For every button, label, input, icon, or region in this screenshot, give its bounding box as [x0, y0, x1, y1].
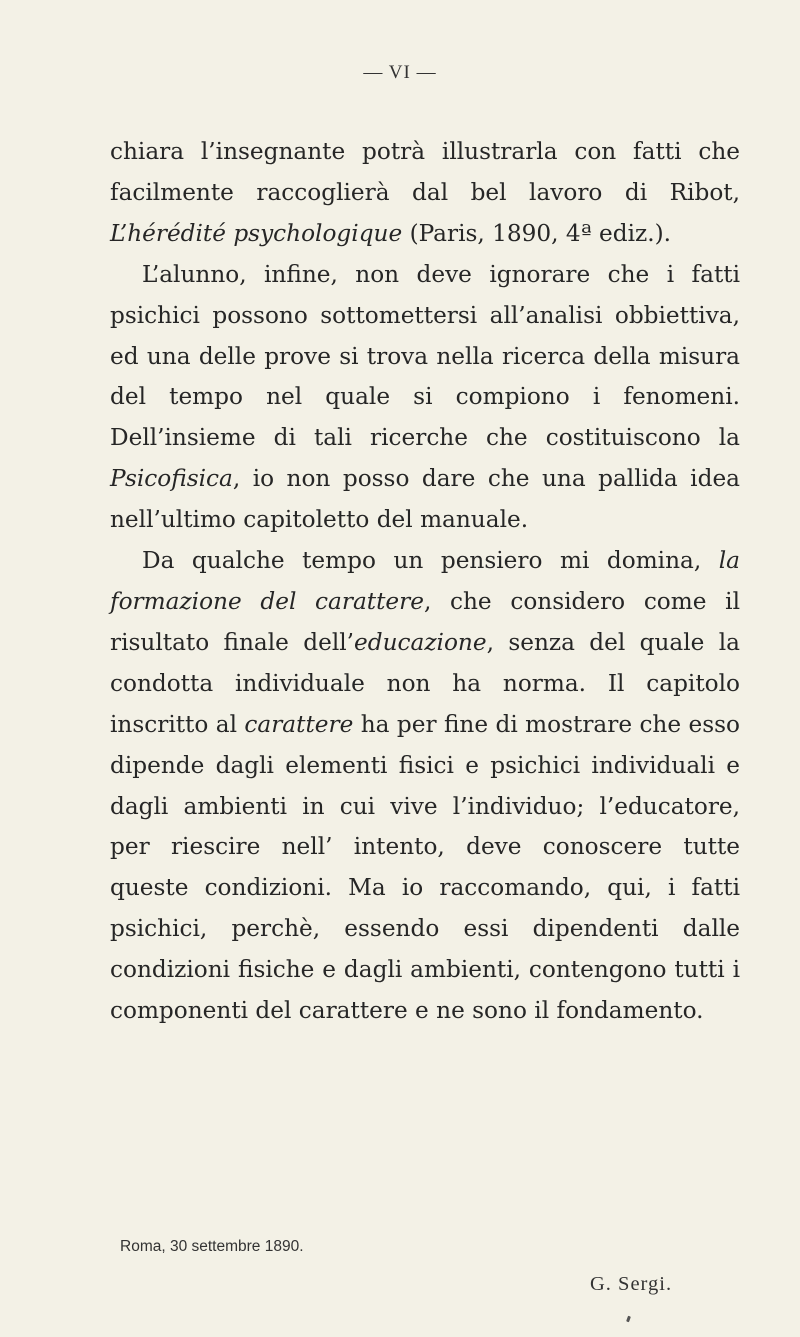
- paragraph-2-text-end: , io non posso dare che una pallida idea nell’ultimo capitoletto del manuale.: [110, 465, 740, 534]
- paragraph-2: [110, 255, 740, 541]
- paragraph-3-text-3: , senza del quale la condotta individuale non ha norma. Il capitolo inscritto al: [110, 628, 740, 738]
- book-title: L’hérédité psychologique: [110, 219, 403, 247]
- paragraph-2-text: L’alunno, infine, non deve ignorare che i fatti psichici possono sottomettersi all’analisi obbiettiva, ed una delle prove si trova nella ricerca della misura del tempo nel quale si compiono i fenomeni. Dell’insieme di tali ricerche che costituiscono la: [110, 260, 740, 452]
- page-number-header: — VI —: [363, 62, 437, 83]
- term-educazione: educazione: [354, 628, 487, 656]
- term-psicofisica: Psicofisica: [110, 465, 233, 493]
- signature: G. Sergi.: [590, 1273, 673, 1295]
- preface-text: [110, 132, 740, 1032]
- term-carattere: carattere: [244, 710, 354, 738]
- paragraph-3: [110, 541, 740, 1032]
- paragraph-3-text: Da qualche tempo un pensiero mi domina,: [142, 547, 719, 575]
- paragraph-1: [110, 132, 740, 255]
- place-date: Roma, 30 settembre 1890.: [120, 1238, 304, 1255]
- paragraph-1-text: chiara l’insegnante potrà illustrarla con fatti che facilmente raccoglierà dal bel lavoro di Ribot,: [110, 138, 740, 206]
- ink-speck: [626, 1316, 631, 1323]
- paragraph-3-text-2: , che considero come il risultato finale dell’: [110, 587, 740, 656]
- paragraph-3-text-end: ha per fine di mostrare che esso dipende dagli elementi fisici e psichici individuali e dagli ambienti in cui vive l’individuo; l’educatore, per riescire nell’ intento, deve conoscere tutte queste condizioni. Ma io raccomando, qui, i fatti psichici, perchè, essendo essi dipendenti dalle condizioni fisiche e dagli ambienti, contengono tutti i componenti del carattere e ne sono il fondamento.: [110, 710, 740, 1025]
- term-formazione: la formazione del carattere: [110, 547, 740, 615]
- paragraph-1-text-end: (Paris, 1890, 4ª ediz.).: [402, 219, 672, 247]
